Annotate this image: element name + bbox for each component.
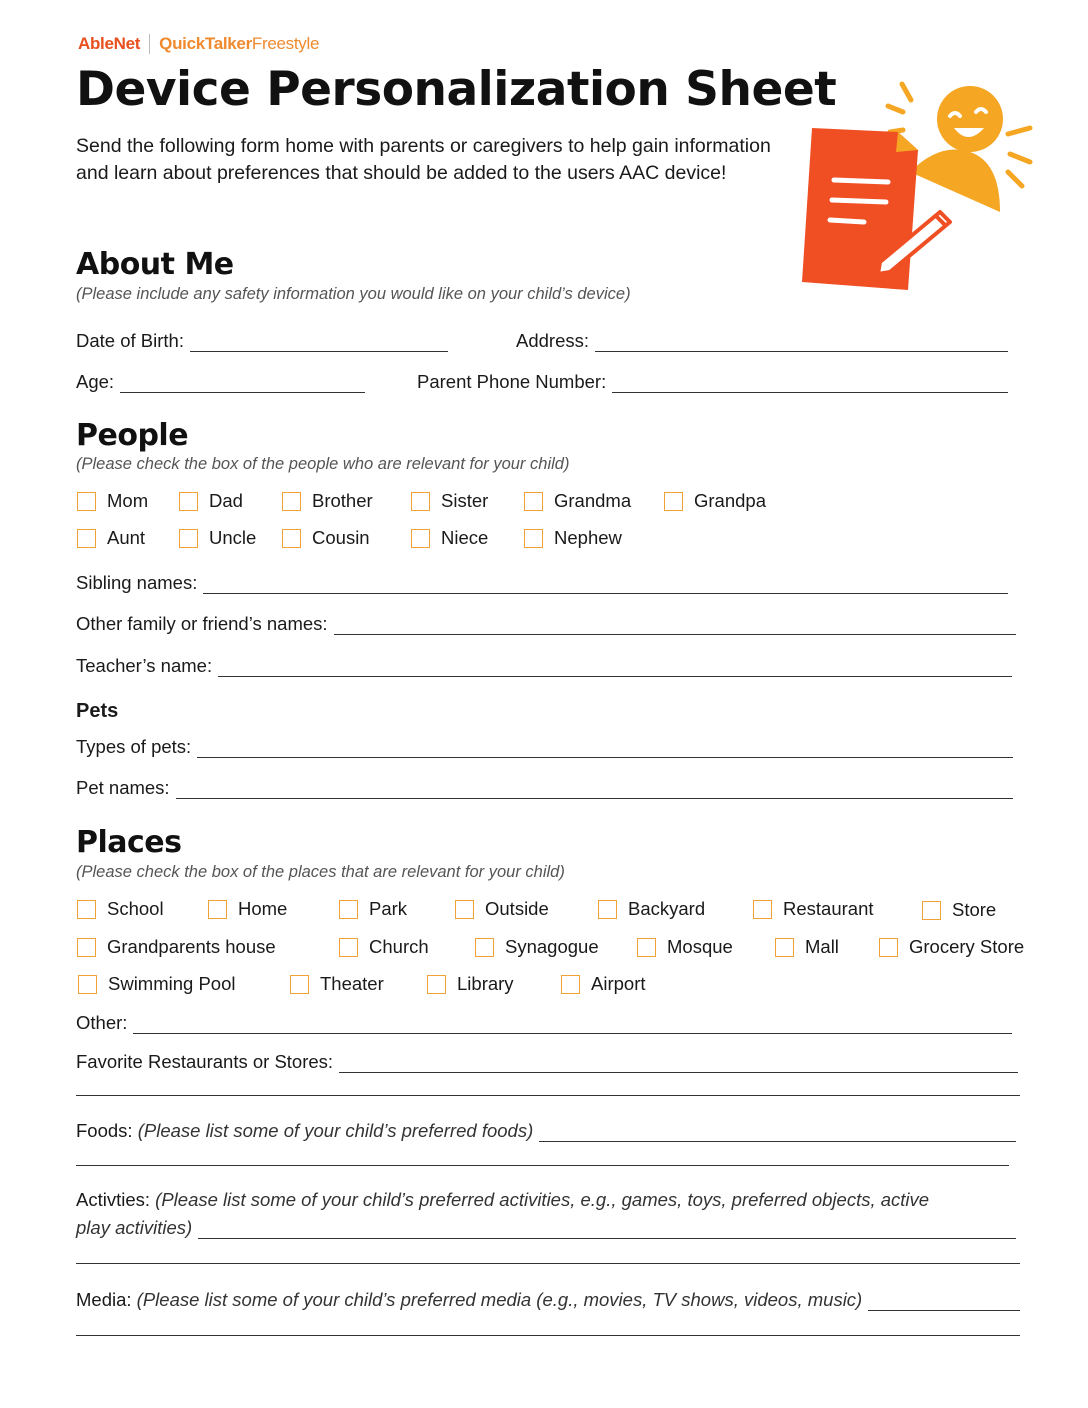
page-title: Device Personalization Sheet	[76, 62, 837, 117]
teacher-name-label: Teacher’s name:	[76, 655, 213, 676]
favorites-label: Favorite Restaurants or Stores:	[76, 1051, 334, 1072]
teacher-name-blank[interactable]	[218, 660, 1012, 677]
checkbox-mosque[interactable]: Mosque	[637, 936, 733, 958]
age-label: Age:	[76, 371, 115, 392]
address-field[interactable]	[516, 330, 1008, 352]
quicktalker-logo: QuickTalker	[159, 34, 252, 53]
sibling-names-field[interactable]	[76, 572, 1008, 594]
other-names-blank[interactable]	[334, 618, 1016, 635]
checkbox-box[interactable]	[77, 938, 96, 957]
checkbox-nephew[interactable]: Nephew	[524, 527, 622, 549]
checkbox-box[interactable]	[561, 975, 580, 994]
places-heading: Places	[76, 825, 182, 860]
other-names-label: Other family or friend’s names:	[76, 613, 328, 634]
address-blank[interactable]	[595, 335, 1008, 352]
checkbox-box[interactable]	[339, 938, 358, 957]
checkbox-mall[interactable]: Mall	[775, 936, 839, 958]
checkbox-box[interactable]	[179, 492, 198, 511]
favorites-blank[interactable]	[339, 1056, 1018, 1073]
person-document-illustration	[790, 72, 1050, 302]
checkbox-box[interactable]	[339, 900, 358, 919]
smiley-head-icon	[937, 86, 1003, 152]
checkbox-box[interactable]	[524, 492, 543, 511]
other-places-blank[interactable]	[133, 1017, 1012, 1034]
checkbox-box[interactable]	[922, 901, 941, 920]
checkbox-box[interactable]	[282, 492, 301, 511]
people-note: (Please check the box of the people who are relevant for your child)	[76, 455, 570, 473]
pet-names-field[interactable]	[76, 777, 1013, 799]
media-blank-line-2[interactable]	[76, 1334, 1020, 1336]
checkbox-school[interactable]: School	[77, 898, 164, 920]
checkbox-box[interactable]	[411, 529, 430, 548]
teacher-name-field[interactable]	[76, 655, 1012, 677]
dob-field[interactable]	[76, 330, 448, 352]
people-heading: People	[76, 418, 189, 453]
checkbox-box[interactable]	[455, 900, 474, 919]
checkbox-theater[interactable]: Theater	[290, 973, 384, 995]
checkbox-uncle[interactable]: Uncle	[179, 527, 256, 549]
checkbox-grandma[interactable]: Grandma	[524, 490, 631, 512]
checkbox-dad[interactable]: Dad	[179, 490, 243, 512]
checkbox-library[interactable]: Library	[427, 973, 514, 995]
media-hint: (Please list some of your child’s preferred media (e.g., movies, TV shows, videos, music)	[136, 1289, 863, 1310]
sibling-names-blank[interactable]	[203, 577, 1008, 594]
places-note: (Please check the box of the places that are relevant for your child)	[76, 863, 565, 881]
checkbox-park[interactable]: Park	[339, 898, 407, 920]
activities-field[interactable]	[76, 1217, 1016, 1239]
checkbox-box[interactable]	[282, 529, 301, 548]
sibling-names-label: Sibling names:	[76, 572, 198, 593]
media-label: Media:	[76, 1289, 132, 1310]
checkbox-box[interactable]	[524, 529, 543, 548]
activities-label: Activties:	[76, 1189, 151, 1210]
foods-field[interactable]	[76, 1120, 1016, 1142]
intro-text: Send the following form home with parents or caregivers to help gain information and learn about preferences that should be added to the users AAC device!	[76, 135, 771, 184]
checkbox-box[interactable]	[879, 938, 898, 957]
pet-types-label: Types of pets:	[76, 736, 192, 757]
age-field[interactable]	[76, 371, 365, 393]
checkbox-grandparents-house[interactable]: Grandparents house	[77, 936, 276, 958]
dob-label: Date of Birth:	[76, 330, 184, 351]
pet-types-blank[interactable]	[197, 741, 1013, 758]
brand-logo	[78, 34, 319, 54]
activities-blank[interactable]	[198, 1222, 1016, 1239]
checkbox-box[interactable]	[427, 975, 446, 994]
checkbox-mom[interactable]: Mom	[77, 490, 148, 512]
other-places-label: Other:	[76, 1012, 128, 1033]
checkbox-backyard[interactable]: Backyard	[598, 898, 705, 920]
checkbox-home[interactable]: Home	[208, 898, 287, 920]
checkbox-sister[interactable]: Sister	[411, 490, 488, 512]
checkbox-box[interactable]	[598, 900, 617, 919]
checkbox-church[interactable]: Church	[339, 936, 429, 958]
pets-heading: Pets	[76, 700, 119, 722]
foods-label: Foods:	[76, 1120, 133, 1141]
checkbox-box[interactable]	[77, 900, 96, 919]
checkbox-box[interactable]	[753, 900, 772, 919]
checkbox-box[interactable]	[290, 975, 309, 994]
address-label: Address:	[516, 330, 590, 351]
checkbox-restaurant[interactable]: Restaurant	[753, 898, 874, 920]
foods-hint: (Please list some of your child’s preferred foods)	[137, 1120, 534, 1141]
checkbox-box[interactable]	[775, 938, 794, 957]
checkbox-airport[interactable]: Airport	[561, 973, 646, 995]
activities-hint-cont: play activities)	[76, 1217, 193, 1238]
pet-names-label: Pet names:	[76, 777, 170, 798]
freestyle-logo: Freestyle	[251, 34, 320, 53]
checkbox-outside[interactable]: Outside	[455, 898, 549, 920]
dob-blank[interactable]	[190, 335, 448, 352]
other-names-field[interactable]	[76, 613, 1016, 635]
activities-hint: (Please list some of your child’s preferred activities, e.g., games, toys, preferred objects, active	[155, 1189, 930, 1210]
media-field[interactable]	[76, 1289, 1020, 1311]
checkbox-box[interactable]	[411, 492, 430, 511]
about-heading: About Me	[76, 247, 234, 282]
foods-blank[interactable]	[539, 1125, 1016, 1142]
favorites-blank-line-2[interactable]	[76, 1094, 1020, 1096]
activities-line-1	[76, 1189, 929, 1211]
checkbox-cousin[interactable]: Cousin	[282, 527, 370, 549]
checkbox-store[interactable]: Store	[922, 899, 996, 921]
checkbox-box[interactable]	[77, 529, 96, 548]
foods-blank-line-2[interactable]	[76, 1164, 1009, 1166]
person-body-icon	[910, 150, 1000, 213]
checkbox-grocery-store[interactable]: Grocery Store	[879, 936, 1024, 958]
media-blank[interactable]	[868, 1294, 1020, 1311]
other-places-field[interactable]	[76, 1012, 1012, 1034]
checkbox-box[interactable]	[179, 529, 198, 548]
pet-names-blank[interactable]	[176, 782, 1013, 799]
activities-blank-line-2[interactable]	[76, 1262, 1020, 1264]
phone-blank[interactable]	[612, 376, 1008, 393]
pet-types-field[interactable]	[76, 736, 1013, 758]
checkbox-box[interactable]	[208, 900, 227, 919]
checkbox-brother[interactable]: Brother	[282, 490, 373, 512]
checkbox-grandpa[interactable]: Grandpa	[664, 490, 766, 512]
phone-label: Parent Phone Number:	[417, 371, 607, 392]
checkbox-synagogue[interactable]: Synagogue	[475, 936, 599, 958]
checkbox-box[interactable]	[78, 975, 97, 994]
brand-divider	[149, 34, 150, 54]
age-blank[interactable]	[120, 376, 365, 393]
about-note: (Please include any safety information you would like on your child’s device)	[76, 285, 631, 303]
ablenet-logo: AbleNet	[78, 34, 141, 53]
checkbox-swimming-pool[interactable]: Swimming Pool	[78, 973, 236, 995]
checkbox-box[interactable]	[664, 492, 683, 511]
checkbox-box[interactable]	[637, 938, 656, 957]
checkbox-aunt[interactable]: Aunt	[77, 527, 145, 549]
phone-field[interactable]	[417, 371, 1008, 393]
checkbox-niece[interactable]: Niece	[411, 527, 488, 549]
checkbox-box[interactable]	[77, 492, 96, 511]
favorites-field[interactable]	[76, 1051, 1018, 1073]
checkbox-box[interactable]	[475, 938, 494, 957]
